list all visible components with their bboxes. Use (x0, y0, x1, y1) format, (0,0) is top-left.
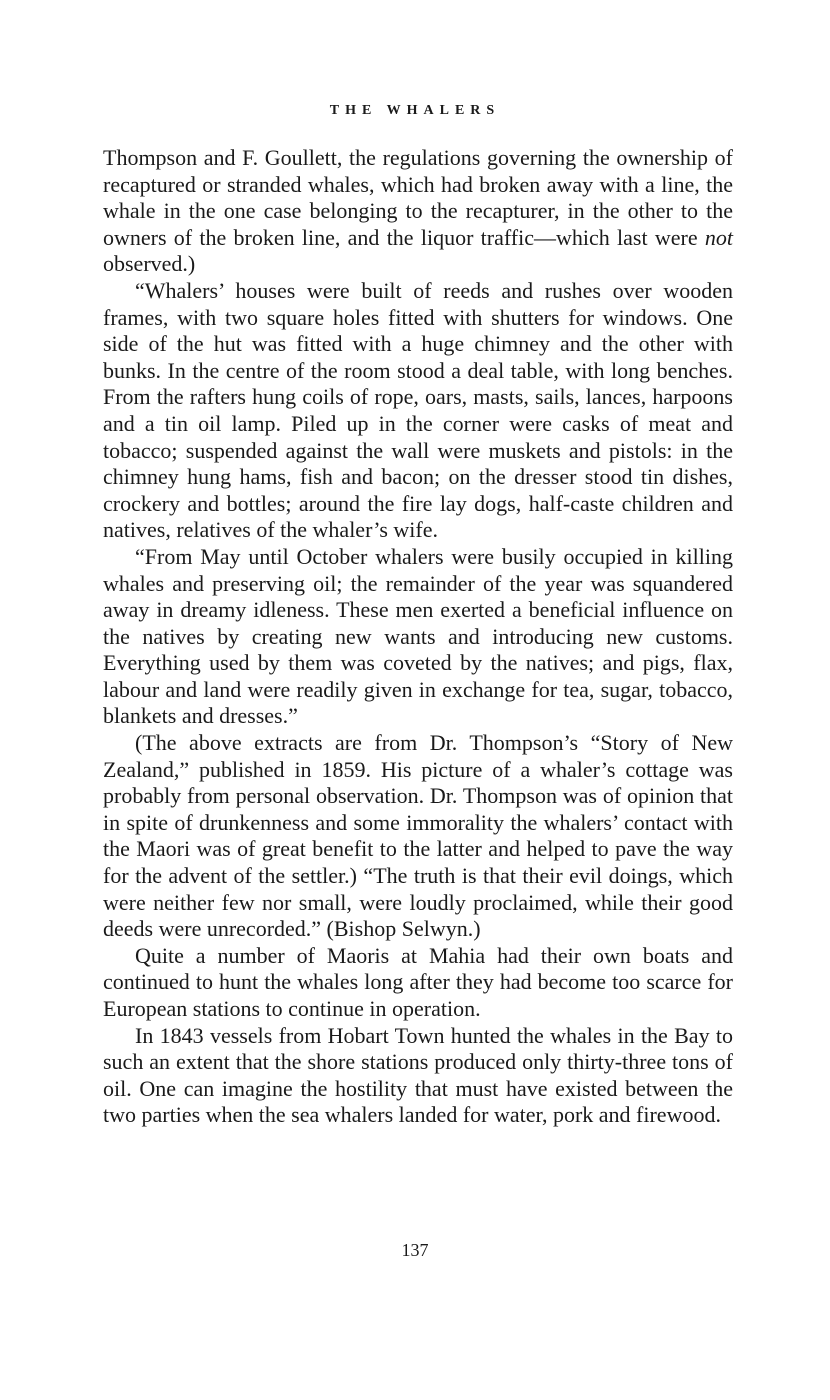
paragraph-4: (The above extracts are from Dr. Thompson’s “Story of New Zealand,” published in 1859. His picture of a whaler’s cottage was probably from personal observation. Dr. Thompson was of opinion that in spite of drunkenness and some immorality the whalers’ contact with the Maori was of great benefit to the latter and helped to pave the way for the advent of the settler.) “The truth is that their evil doings, which were neither few nor small, were loudly proclaimed, while their good deeds were unrecorded.” (Bishop Selwyn.) (103, 730, 733, 942)
paragraph-1-text-a: Thompson and F. Goullett, the regulations governing the ownership of recaptured or stranded whales, which had broken away with a line, the whale in the one case belonging to the recapturer, in the other to the owners of the broken line, and the liquor traffic—which last were (103, 145, 733, 250)
paragraph-5: Quite a number of Maoris at Mahia had their own boats and continued to hunt the whales long after they had become too scarce for European stations to continue in operation. (103, 942, 733, 1021)
paragraph-1-text-b: observed.) (103, 251, 196, 277)
running-head: THE WHALERS (329, 103, 501, 118)
body-text (103, 145, 733, 1129)
page-number: 137 (401, 1240, 429, 1260)
paragraph-3: “From May until October whalers were busily occupied in killing whales and preserving oil; the remainder of the year was squandered away in dreamy idleness. These men exerted a beneficial influence on the natives by creating new wants and introducing new customs. Everything used by them was coveted by the natives; and pigs, flax, labour and land were readily given in exchange for tea, sugar, tobacco, blankets and dresses.” (103, 543, 733, 729)
paragraph-1 (103, 145, 733, 278)
emphasis-not: not (704, 224, 733, 250)
paragraph-6: In 1843 vessels from Hobart Town hunted the whales in the Bay to such an extent that the shore stations produced only thirty-three tons of oil. One can imagine the hostility that must have existed between the two parties when the sea whalers landed for water, pork and firewood. (103, 1022, 733, 1128)
paragraph-2: “Whalers’ houses were built of reeds and rushes over wooden frames, with two square holes fitted with shutters for windows. One side of the hut was fitted with a huge chimney and the other with bunks. In the centre of the room stood a deal table, with long benches. From the rafters hung coils of rope, oars, masts, sails, lances, harpoons and a tin oil lamp. Piled up in the corner were casks of meat and tobacco; suspended against the wall were muskets and pistols: in the chimney hung hams, fish and bacon; on the dresser stood tin dishes, crockery and bottles; around the fire lay dogs, half-caste children and natives, relatives of the whaler’s wife. (103, 277, 733, 543)
